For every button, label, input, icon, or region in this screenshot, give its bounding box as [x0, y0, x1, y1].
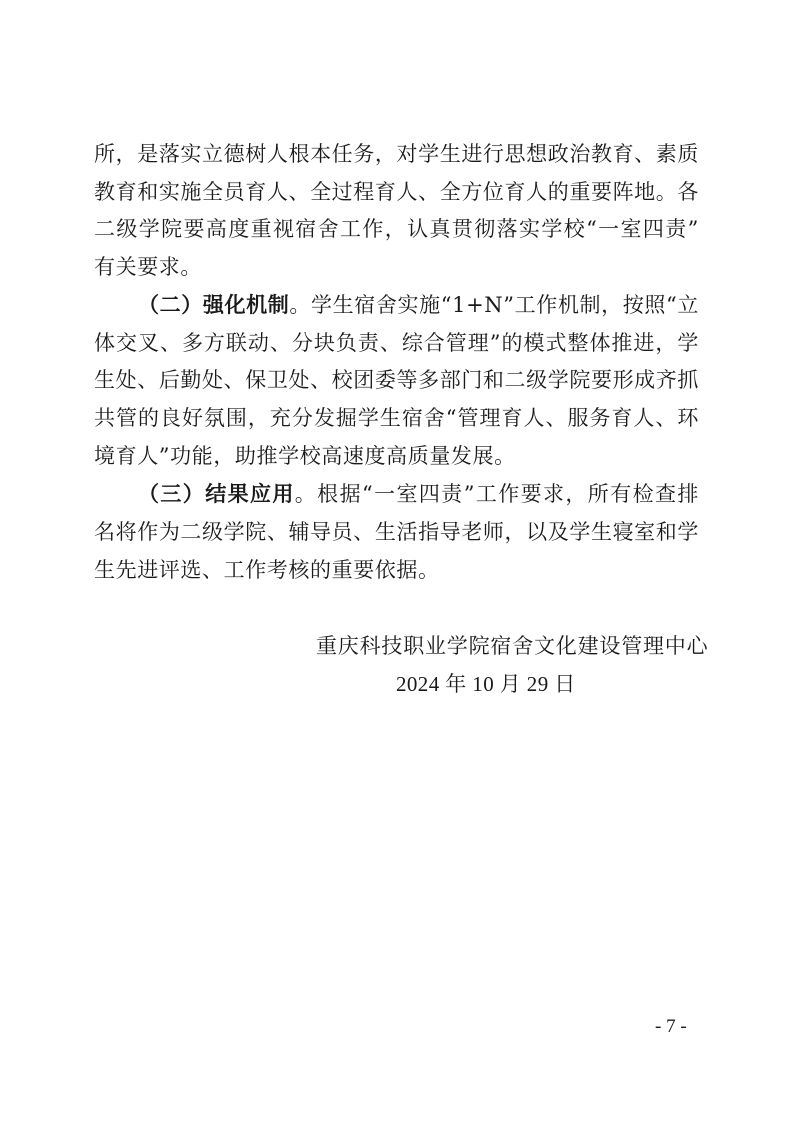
body-line: 境育人”功能，助推学校高速度高质量发展。 — [94, 444, 516, 468]
body-line: 教育和实施全员育人、全过程育人、全方位育人的重要阵地。各 — [94, 180, 699, 204]
body-text: 。根据“一室四责”工作要求，所有检查排 — [294, 482, 699, 506]
section-heading-mechanism: （二）强化机制 — [138, 292, 290, 317]
body-line: 名将作为二级学院、辅导员、生活指导老师，以及学生寝室和学 — [94, 520, 699, 544]
signature-organization: 重庆科技职业学院宿舍文化建设管理中心 — [316, 634, 709, 658]
body-line: 生处、后勤处、保卫处、校团委等多部门和二级学院要形成齐抓 — [94, 368, 699, 392]
paragraph-first-line — [138, 292, 699, 318]
paragraph-first-line — [138, 481, 699, 507]
body-text: 。学生宿舍实施“1+N”工作机制，按照“立 — [289, 293, 700, 317]
page-number: - 7 - — [655, 1016, 687, 1037]
body-line: 二级学院要高度重视宿舍工作，认真贯彻落实学校“一室四责” — [94, 217, 699, 241]
section-heading-results: （三）结果应用 — [138, 481, 295, 506]
body-line: 有关要求。 — [94, 255, 202, 279]
body-line: 生先进评选、工作考核的重要依据。 — [94, 558, 440, 582]
body-line: 所，是落实立德树人根本任务，对学生进行思想政治教育、素质 — [94, 142, 699, 166]
signature-date: 2024 年 10 月 29 日 — [396, 672, 576, 696]
body-line: 体交叉、多方联动、分块负责、综合管理”的模式整体推进，学 — [94, 331, 699, 355]
body-line: 共管的良好氛围，充分发掘学生宿舍“管理育人、服务育人、环 — [94, 406, 699, 430]
